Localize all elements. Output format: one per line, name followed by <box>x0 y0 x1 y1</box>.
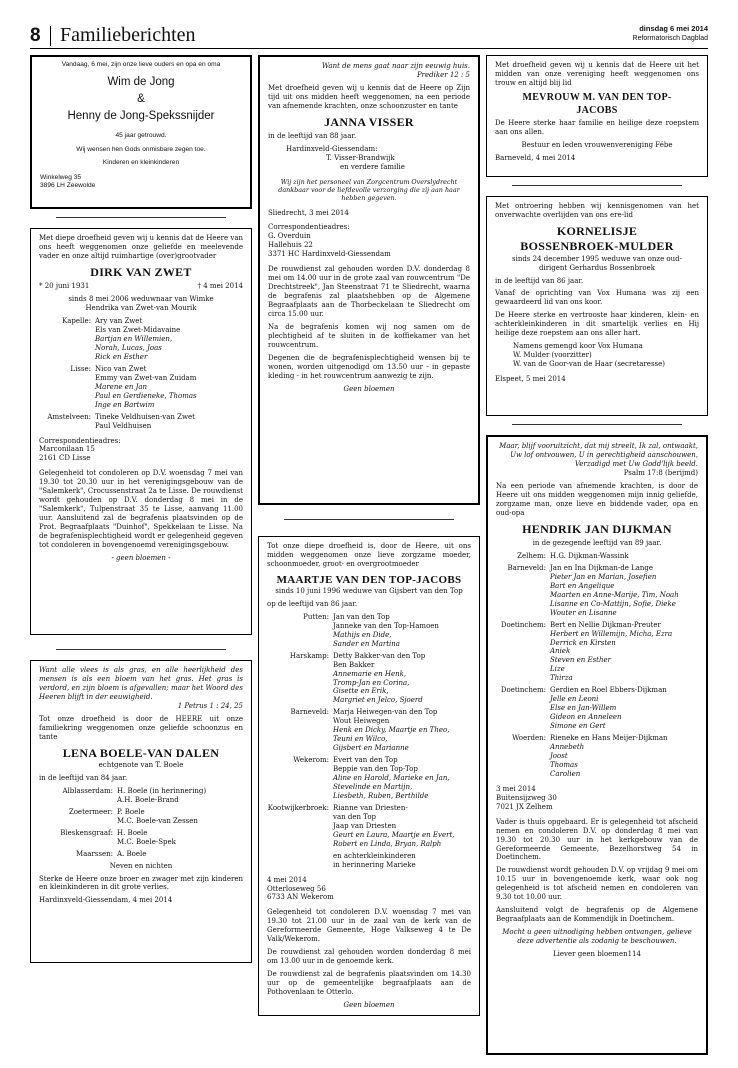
family-names <box>117 850 243 859</box>
newspaper-name: Reformatorisch Dagblad <box>632 34 708 42</box>
age-note: in de gezegende leeftijd van 89 jaar. <box>532 538 662 547</box>
address-street: Buitensijzweg 30 <box>496 793 557 802</box>
funeral-details: De rouwdienst zal gehouden worden donderdag 8 mei om 13.00 uur in de genoemde kerk. <box>267 948 471 966</box>
family-member: P. Boele <box>117 807 145 816</box>
correspondence-street: Hallehuis 22 <box>268 241 313 250</box>
family-names <box>333 708 471 753</box>
anniversary-name-husband: Wim de Jong <box>107 76 175 89</box>
place-date: Sliedrecht, 3 mei 2014 <box>268 208 349 217</box>
divider-line <box>512 185 682 186</box>
family-place: Woerden: <box>512 734 546 743</box>
family-member: Tineke Veldhuisen-van Zwet <box>95 412 195 421</box>
obituary-intro: Met droefheid geven wij u kennis dat de Heere uit het midden van onze vereniging heeft weggenomen ons trouw en altijd blij lid <box>495 61 699 87</box>
viewing-details: Vader is thuis opgebaard. Er is gelegenheid tot afscheid nemen en condoleren D.V. op donderdag 8 mei van 19.30 tot 20.30 uur in het kerkgebouw van de Gereformeerde Gemeente, Bezelhorstweg 54 in Doetinchem. <box>496 817 698 862</box>
family-entry <box>39 365 243 410</box>
family-member: Beppie van den Top-Top <box>333 765 418 774</box>
family-entry <box>267 613 471 649</box>
obituary-intro: Na een periode van afnemende krachten, is door de Heere uit ons midden weggenomen mijn innig geliefde, zorgzame man, onze lieve en biddende vader, opa en oud-opa <box>496 481 698 517</box>
family-list <box>496 552 698 779</box>
divider-line <box>56 649 226 650</box>
grandchildren-line: Liesbeth, Ruben, Berthilde <box>333 791 429 800</box>
family-names <box>95 317 243 362</box>
grandchildren-line: Robert en Linda, Bryan, Ralph <box>333 839 442 848</box>
deceased-name-first: KORNELISJE <box>556 223 638 238</box>
condolence-text: De Heere sterke haar familie en heilige deze roepstem aan ons allen. <box>495 119 699 137</box>
correspondence-city: 2161 CD Lisse <box>39 454 91 463</box>
grandchildren-note: en achterkleinkinderen <box>333 851 416 860</box>
header-divider <box>50 26 51 46</box>
family-place: Putten: <box>303 612 329 621</box>
grandchildren-line: Tromp-Jan en Corina, <box>333 678 410 687</box>
divider-line <box>56 217 226 218</box>
family-names <box>550 734 698 779</box>
signatory-secretary: W. van de Goor-van de Haar (secretaresse) <box>513 360 666 369</box>
family-names <box>550 686 698 731</box>
family-entry <box>496 734 698 779</box>
age-note: op de leeftijd van 86 jaar. <box>267 599 358 608</box>
deceased-name: LENA BOELE-VAN DALEN <box>62 745 220 760</box>
grandchildren-line: Lize <box>550 665 565 674</box>
funeral-details: Gelegenheid tot condoleren op D.V. woensdag 7 mei van 19.30 tot 20.30 uur in het verenigingsgebouw van de "Salemkerk", Crocussenstraat 2a te Lisse. De rouwdienst wordt gehouden op D.V. donderdag 8 mei in de "Salemkerk", Tulpenstraat 35 te Lisse, aanvang 11.00 uur. Aansluitend zal de begrafenis plaatsvinden op de Prot. Begraafplaats "Duinhof", Spekkelaan te Lisse. Na de begrafenisplechtigheid wordt er gelegenheid gegeven tot condoleren in bovengenoemd verenigingsgebouw. <box>39 469 243 549</box>
family-place: Doetinchem: <box>500 686 546 695</box>
correspondence-label: Correspondentieadres: <box>268 223 350 232</box>
grandchildren-line: Herbert en Willemijn, Micha, Ezra <box>550 629 673 638</box>
address-block <box>267 876 471 903</box>
family-entry <box>496 552 698 561</box>
grandchildren-line: Thomas <box>550 760 578 769</box>
family-names <box>117 808 243 826</box>
grandchildren-line: Lisanne en Co-Mattijn, Sofie, Dieke <box>550 599 676 608</box>
family-entry <box>39 829 243 847</box>
correspondence-address <box>39 437 243 464</box>
condolence-details: Gelegenheid tot condoleren D.V. woensdag 7 mei van 19.30 tot 21.00 uur in de zaal van de kerk van de Gereformeerde Gemeente, Hoge Valkseweg 4 te De Valk/Wekerom. <box>267 908 471 944</box>
family-entry <box>267 652 471 706</box>
grandchildren-line: Henk en Dicky, Maartje en Theo, <box>333 726 450 735</box>
family-member: Bert en Nellie Dijkman-Preuter <box>550 620 661 629</box>
family-place: Hardinxveld-Giessendam: <box>286 145 378 154</box>
obituary-maartje-van-den-top <box>258 536 480 1016</box>
family-place: Wekerom: <box>293 756 329 765</box>
family-member: Evert van den Top <box>333 756 398 765</box>
grandchildren-line: Wouter en Lisanne <box>550 608 617 617</box>
family-member: M.C. Boele-Spek <box>117 837 176 846</box>
grandchildren-line: Else en Jan-Willem <box>550 704 617 713</box>
obituary-janna-visser <box>258 55 480 505</box>
family-member: Rieneke en Hans Meijer-Dijkman <box>550 734 668 743</box>
deceased-name-last: BOSSENBROEK-MULDER <box>520 239 674 254</box>
grandchildren-line: Steven en Esther <box>550 656 611 665</box>
family-place: Barneveld: <box>507 563 546 572</box>
family-member: Ary van Zwet <box>95 317 143 326</box>
gathering-details: Na de begrafenis komen wij nog samen om de plechtigheid af te sluiten in de koffiekamer van het rouwcentrum. <box>268 322 470 349</box>
anniversary-street: Winkelweg 35 <box>40 173 82 181</box>
grandchildren-line: Simone en Gert <box>550 722 606 731</box>
anniversary-city: 3896 LH Zeewolde <box>40 182 96 190</box>
grandchildren-line: Mathijs en Dide, <box>333 630 392 639</box>
grandchildren-line: Derrick en Kirsten <box>550 638 616 647</box>
grandchildren-line: Joost <box>550 751 568 760</box>
family-entry <box>39 850 243 859</box>
family-member: Detty Bakker-van den Top <box>333 651 426 660</box>
flowers-note: - geen bloemen - <box>111 553 171 562</box>
obituary-kornelisje-bossenbroek <box>486 196 708 416</box>
place-date: Barneveld, 4 mei 2014 <box>495 154 576 163</box>
grandchildren-line: Carolien <box>550 769 581 778</box>
anniversary-intro: Vandaag, 6 mei, zijn onze lieve ouders en opa en oma <box>61 61 221 68</box>
family-entry <box>267 804 471 849</box>
family-list <box>39 787 243 859</box>
obituary-mevrouw-van-den-top <box>486 55 708 177</box>
family-member: Emmy van Zwet-van Zuidam <box>95 373 197 382</box>
psalm-verse: Maar, blijf vooruitzicht, dat mij streelt, Ik zal, ontwaakt, Uw lof ontvouwen, U in gerechtigheid aanschouwen, Verzadigd met Uw Godd'lijk beeld. <box>499 442 698 468</box>
family-entry <box>39 317 243 362</box>
flowers-note: Liever geen bloemen114 <box>553 950 641 959</box>
deceased-name: JANNA VISSER <box>324 114 414 129</box>
burial-details: De rouwdienst zal de begrafenis plaatsvinden om 14.30 uur op de gemeentelijke begraafplaats aan de Pothovenlaan te Otterlo. <box>267 970 471 997</box>
column-middle <box>258 55 480 1021</box>
age-note: in de leeftijd van 84 jaar. <box>39 773 128 782</box>
memory-note: in herinnering Marieke <box>333 860 416 869</box>
family-member: Paul Veldhuisen <box>95 421 152 430</box>
family-entry <box>496 564 698 618</box>
grandchildren-line: Paul en Gerdieneke, Thomas <box>95 391 197 400</box>
notice-date: 3 mei 2014 <box>496 784 536 793</box>
family-place: Lisse: <box>70 364 91 373</box>
verse-reference: Prediker 12 : 5 <box>416 70 470 79</box>
column-left <box>30 55 252 968</box>
address-block <box>496 785 698 812</box>
widow-note: sinds 24 december 1995 weduwe van onze oud-dirigent Gerhardus Bossenbroek <box>511 254 683 272</box>
family-member: M.C. Boele-van Zessen <box>117 816 198 825</box>
family-member: Janneke van den Top-Hamoen <box>333 621 439 630</box>
grandchildren-line: Sander en Martina <box>333 639 400 648</box>
grandchildren-line: Annemarie en Henk, <box>333 669 407 678</box>
invitation-note: Mocht u geen uitnodiging hebben ontvangen, gelieve deze advertentie als zodanig te beschouwen. <box>502 928 692 946</box>
family-member: H.G. Dijkman-Wassink <box>550 551 629 560</box>
family-member: H. Boele <box>117 828 148 837</box>
funeral-details: De rouwdienst zal gehouden worden D.V. donderdag 8 mei om 14.00 uur in de grote zaal van rouwcentrum "De Drechtstreek", Jan Steenstraat 71 te Sliedrecht, waarna de begrafenis zal plaatshebben op de Algemene Begraafplaats aan de Thorbeckelaan te Sliedrecht om circa 15.00 uur. <box>268 265 470 319</box>
place-date: Hardinxveld-Giessendam, 4 mei 2014 <box>39 896 173 905</box>
burial-details: Aansluitend volgt de begrafenis op de Algemene Begraafplaats aan de Kommendijk in Doetinchem. <box>496 906 698 924</box>
deceased-name: MAARTJE VAN DEN TOP-JACOBS <box>276 573 462 586</box>
obituary-intro: Met diepe droefheid geven wij u kennis dat de Heere van ons heeft weggenomen onze geliefde en meelevende vader en onze altijd ruimhartige (over)grootvader <box>39 234 243 260</box>
family-names <box>95 365 243 410</box>
signatory-choir: Namens gemengd koor Vox Humana <box>513 342 643 351</box>
grandchildren-line: Rick en Esther <box>95 352 148 361</box>
family-names <box>333 804 471 849</box>
family-member: Gerdien en Roel Ebbers-Dijkman <box>550 686 667 695</box>
grandchildren-line: Aline en Harold, Marieke en Jan, <box>333 774 450 783</box>
bible-verse: Want de mens gaat naar zijn eeuwig huis. <box>321 62 470 70</box>
grandchildren-line: Gisette en Erik, <box>333 687 389 696</box>
anniversary-name-wife: Henny de Jong-Spekssnijder <box>67 109 215 122</box>
family-member: Wout Heiwegen <box>333 717 390 726</box>
anniversary-ampersand: & <box>137 93 145 106</box>
family-list <box>267 613 471 849</box>
grandchildren-line: Teuni en Wilco, <box>333 735 388 744</box>
condolence-text: Sterke de Heere onze broer en zwager met zijn kinderen en kleinkinderen in dit grote verlies. <box>39 874 243 892</box>
family-place: Kapelle: <box>61 317 91 326</box>
family-names <box>333 652 471 706</box>
obituary-intro: Tot onze diepe droefheid is, door de Heere, uit ons midden weggenomen onze lieve zorgzame moeder, schoonmoeder, groot- en overgrootmoeder <box>267 542 471 568</box>
deceased-name: DIRK VAN ZWET <box>90 264 192 279</box>
family-place: Maarssen: <box>75 849 113 858</box>
widower-note: sinds 8 mei 2006 weduwnaar van Wimke Hendrika van Zwet-van Mourik <box>68 295 214 313</box>
family-entry <box>496 621 698 684</box>
grandchildren-line: Geurt en Laura, Maartje en Evert, <box>333 830 455 839</box>
family-member: Marja Heiwegen-van den Top <box>333 708 438 717</box>
age-note: in de leeftijd van 88 jaar. <box>268 132 357 141</box>
grandchildren-line: Margriet en Jelco, Sjoerd <box>333 696 423 705</box>
signatory-chair: W. Mulder (voorzitter) <box>513 351 592 360</box>
obituary-intro: Met ontroering hebben wij kennisgenomen van het onverwachte overlijden van ons ere-lid <box>495 202 699 219</box>
issue-date: dinsdag 6 mei 2014 <box>639 24 708 33</box>
correspondence-label: Correspondentieadres: <box>39 436 121 445</box>
flowers-note: Geen bloemen <box>343 1001 395 1010</box>
family-place: Zoetermeer: <box>68 807 113 816</box>
family-entry <box>267 756 471 801</box>
grandchildren-line: Marene en Jan <box>95 382 148 391</box>
grandchildren-line: Pieter Jan en Marian, Josefien <box>550 572 657 581</box>
condolence-text: De Heere sterke en vertrooste haar kinderen, klein- en achterkleinkinderen in dit smartelijk verlies en Hij heilige deze roepstem aan ons aller hart. <box>495 311 699 338</box>
family-member: Jan en Ina Dijkman-de Lange <box>550 563 654 572</box>
death-date: † 4 mei 2014 <box>197 282 243 291</box>
family-relative: T. Visser-Brandwijk <box>326 154 395 163</box>
obituary-hendrik-jan-dijkman <box>486 435 708 1055</box>
verse-reference: Psalm 17:8 (berijmd) <box>623 468 698 477</box>
family-place: Doetinchem: <box>500 620 546 629</box>
anniversary-years: 45 jaar getrouwd. <box>115 132 167 140</box>
family-names <box>550 552 698 561</box>
sender: Bestuur en leden vrouwenvereniging Fébe <box>521 141 673 150</box>
family-names <box>95 413 243 431</box>
correspondence-address <box>268 223 470 259</box>
family-member: Jan van den Top <box>333 612 390 621</box>
address-city: 6733 AN Wekerom <box>267 893 334 902</box>
family-place: Bleskensgraaf: <box>60 828 113 837</box>
grandchildren-line: Maarten en Anne-Marije, Tim, Noah <box>550 590 679 599</box>
family-names <box>550 621 698 684</box>
grandchildren-line: Bart en Angelique <box>550 581 615 590</box>
grandchildren-line: Stevelinde en Martijn, <box>333 783 413 791</box>
family-names <box>333 756 471 801</box>
thanks-note: Wij zijn het personeel van Zorgcentrum Overslydrecht dankbaar voor de liefdevolle verzorging die zij aan haar hebben gegeven. <box>278 177 460 203</box>
grandchildren-line: Gideon en Anneleen <box>550 713 622 722</box>
family-member: Nico van Zwet <box>95 364 147 373</box>
signatories <box>513 342 699 369</box>
bible-verse: Want alle vlees is als gras, en alle heerlijkheid des mensen is als een bloem van het gras. Het gras is verdord, en zijn bloem is afgevallen; maar het Woord des Heeren blijft in der eeuwigheid. <box>39 666 243 701</box>
grandchildren-line: Gijsbert en Marianne <box>333 744 409 753</box>
family-note: en verdere familie <box>340 162 405 171</box>
family-entry <box>39 413 243 431</box>
obituary-intro: Tot onze droefheid is door de HEERE uit onze familiekring weggenomen onze geliefde schoonzus en tante <box>39 714 243 741</box>
correspondence-name: G. Overduin <box>268 232 311 241</box>
family-member: van den Top <box>333 812 377 821</box>
family-names <box>550 564 698 618</box>
family-names <box>333 613 471 649</box>
grandchildren-line: Aniek <box>550 647 571 656</box>
family-names <box>117 787 243 805</box>
grandchildren-line: Inge en Bartwim <box>95 400 155 409</box>
address-street: Otterloseweg 56 <box>267 884 326 893</box>
family-names <box>117 829 243 847</box>
family-place: Kootwijkerbroek: <box>267 803 329 812</box>
correspondence-city: 3371 HC Hardinxveld-Giessendam <box>268 250 391 259</box>
correspondence-street: Marconilaan 15 <box>39 445 95 454</box>
funeral-details: De rouwdienst wordt gehouden D.V. op vrijdag 9 mei om 10.15 uur in bovengenoemde kerk, waar ook nog gelegenheid is tot afscheid nemen en condoleren van 9.30 tot 10.00 uur. <box>496 866 698 902</box>
family-place: Zelhem: <box>517 551 546 560</box>
family-member: Els van Zwet-Midavaine <box>95 326 181 335</box>
grandchildren-line: Norah, Lucas, Joas <box>95 343 162 352</box>
family-place: Alblasserdam: <box>62 786 113 795</box>
address-city: 7021 JX Zelhem <box>496 802 553 811</box>
family-member: Rianne van Driesten- <box>333 803 408 812</box>
family-entry <box>267 708 471 753</box>
anniversary-wish: Wij wensen hen Gods onmisbare zegen toe. <box>76 145 206 153</box>
header-date-block <box>633 24 708 44</box>
anniversary-address <box>40 174 242 191</box>
widow-note: sinds 10 juni 1996 weduwe van Gijsbert van den Top <box>275 586 463 595</box>
anniversary-from: Kinderen en kleinkinderen <box>102 159 180 167</box>
obituary-dirk-van-zwet <box>30 228 252 635</box>
divider-line <box>284 519 454 520</box>
section-title: Familieberichten <box>60 24 196 46</box>
obituary-intro: Met droefheid geven wij u kennis dat de Heere op Zijn tijd uit ons midden heeft weggenomen, na een periode van afnemende krachten, onze schoonzuster en tante <box>268 83 470 110</box>
life-dates <box>39 282 243 291</box>
family-place: Harskamp: <box>289 651 329 660</box>
family-place: Amstelveen: <box>47 412 91 421</box>
deceased-name: MEVROUW M. VAN DEN TOP-JACOBS <box>522 91 672 116</box>
place-date: Elspeet, 5 mei 2014 <box>495 375 566 384</box>
flowers-note: Geen bloemen <box>343 384 395 393</box>
family-member: Ben Bakker <box>333 660 375 669</box>
grandchildren-line: Annebeth <box>550 743 585 751</box>
family-member: A.H. Boele-Brand <box>117 795 179 804</box>
verse-reference: 1 Petrus 1 : 24, 25 <box>177 701 243 710</box>
grandchildren-line: Thirza <box>550 674 573 683</box>
family-list <box>39 317 243 430</box>
family-member: A. Boele <box>117 849 147 858</box>
family-entry <box>496 686 698 731</box>
family-place: Barneveld: <box>290 708 329 717</box>
family-entry <box>39 808 243 826</box>
grandchildren-line: Jelle en Leoni <box>550 695 599 704</box>
anniversary-announcement <box>30 55 252 209</box>
page-header <box>30 22 708 49</box>
grandchildren-line: Bartjan en Willemien, <box>95 334 173 343</box>
nephews-note: Neven en nichten <box>109 861 173 870</box>
family-entry <box>39 787 243 805</box>
family-member: H. Boele (in herinnering) <box>117 786 207 795</box>
family-member: Jaap van Driesten <box>333 821 397 830</box>
notice-date: 4 mei 2014 <box>267 875 307 884</box>
page-number: 8 <box>30 25 41 46</box>
divider-line <box>512 424 682 425</box>
attendance-details: Degenen die de begrafenisplechtigheid wensen bij te wonen, worden uitgenodigd om 13.50 uur - in gepaste kleding - in het rouwcentrum aanwezig te zijn. <box>268 353 470 380</box>
age-note: in de leeftijd van 86 jaar. <box>495 276 584 285</box>
membership-text: Vanaf de oprichting van Vox Humana was zij een gewaardeerd lid van ons koor. <box>495 289 699 307</box>
column-right <box>486 55 708 1060</box>
obituary-lena-boele <box>30 660 252 963</box>
birth-date: * 20 juni 1931 <box>39 282 90 291</box>
deceased-name: HENDRIK JAN DIJKMAN <box>522 521 672 536</box>
spouse-note: echtgenote van T. Boele <box>98 760 184 769</box>
